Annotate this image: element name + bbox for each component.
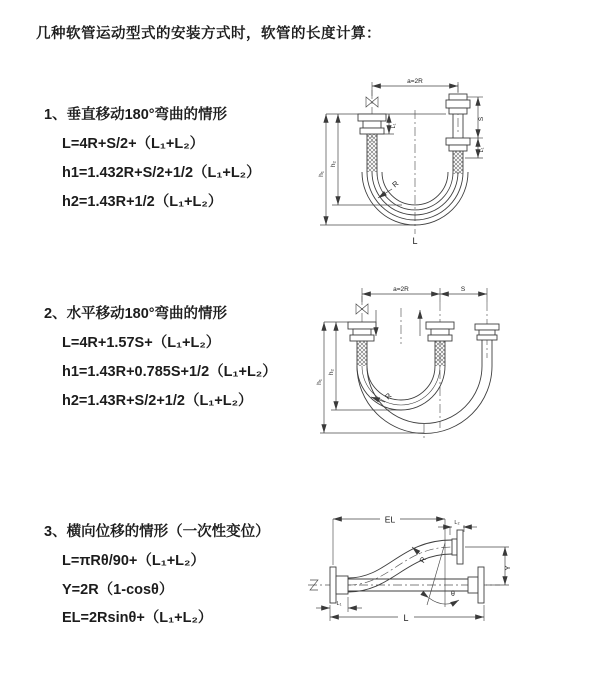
d2-dim-h1-label: h₁ <box>316 379 323 385</box>
d3-dim-fitting-left-label: L₁ <box>336 601 342 607</box>
d2-extension-lines <box>320 288 487 433</box>
d3-left-fitting <box>330 567 348 603</box>
horizontal-bend-diagram <box>312 278 594 456</box>
d3-dim-el-label: EL <box>384 514 396 525</box>
d3-radius-label: R <box>417 555 429 565</box>
section2-formula-l: L=4R+1.57S+（L₁+L₂） <box>62 335 221 351</box>
d2-flow-valve-icon <box>356 304 368 314</box>
d1-braid-right <box>453 151 463 174</box>
d3-right-fitting-upper <box>452 530 463 564</box>
vertical-bend-diagram <box>312 72 594 257</box>
d3-dim-offset-label: Y <box>503 565 512 571</box>
d1-braid-left <box>367 134 377 172</box>
section3-formula-y: Y=2R（1-cosθ） <box>62 582 174 598</box>
d1-dim-h2-label: h₂ <box>330 160 337 168</box>
d2-dimensions <box>316 286 487 433</box>
section2-formula-h1: h1=1.43R+0.785S+1/2（L₁+L₂） <box>62 364 277 380</box>
section2-heading: 2、水平移动180°弯曲的情形 <box>44 306 228 322</box>
section3-formula-l: L=πRθ/90+（L₁+L₂） <box>62 553 205 569</box>
d2-dim-h2-label: h₂ <box>328 368 335 376</box>
d3-dim-fitting-right-label: L₂ <box>454 520 460 526</box>
d3-hose-curve <box>348 540 452 592</box>
d1-dim-fitting-left-label: L₁ <box>391 123 397 129</box>
d2-dim-stroke-label: S <box>460 286 466 293</box>
d2-movement-arrows <box>376 310 420 336</box>
section2-formula-h2: h2=1.43R+S/2+1/2（L₁+L₂） <box>62 393 253 409</box>
d2-dim-width-label: a=2R <box>393 286 409 293</box>
section1-formula-h2: h2=1.43R+1/2（L₁+L₂） <box>62 194 223 210</box>
d2-centerlines <box>362 296 487 440</box>
d2-radius-label: R <box>383 391 394 402</box>
d1-left-leg <box>358 114 386 172</box>
d3-right-fitting-lower <box>468 567 484 603</box>
d1-dim-stroke-label: S <box>478 116 485 122</box>
d1-radius-label: R <box>390 178 401 190</box>
section3-formula-el: EL=2Rsinθ+（L₁+L₂） <box>62 610 213 626</box>
section3-heading: 3、横向位移的情形（一次性变位） <box>44 524 270 540</box>
d2-middle-leg <box>426 322 454 366</box>
section1-formula-l: L=4R+S/2+（L₁+L₂） <box>62 136 205 152</box>
section1-heading: 1、垂直移动180°弯曲的情形 <box>44 107 228 123</box>
d1-length-label: L <box>412 236 418 246</box>
d3-length-label: L <box>403 613 409 623</box>
d1-dim-fitting-right-label: L₁ <box>479 147 485 153</box>
section1-formula-h1: h1=1.432R+S/2+1/2（L₁+L₂） <box>62 165 261 181</box>
page-title: 几种软管运动型式的安装方式时，软管的长度计算： <box>36 26 381 42</box>
lateral-offset-diagram <box>300 505 595 647</box>
d1-dim-h1-label: h₁ <box>318 171 325 177</box>
d1-centerlines <box>372 84 458 234</box>
d3-angle-label: θ <box>451 591 455 598</box>
d1-dim-width-label: a=2R <box>407 78 423 85</box>
d2-braid-left <box>357 341 367 366</box>
d2-hose-arcs <box>357 366 492 433</box>
d2-left-leg <box>348 322 376 366</box>
d1-right-leg <box>446 94 470 174</box>
d2-braid-middle <box>435 341 445 366</box>
